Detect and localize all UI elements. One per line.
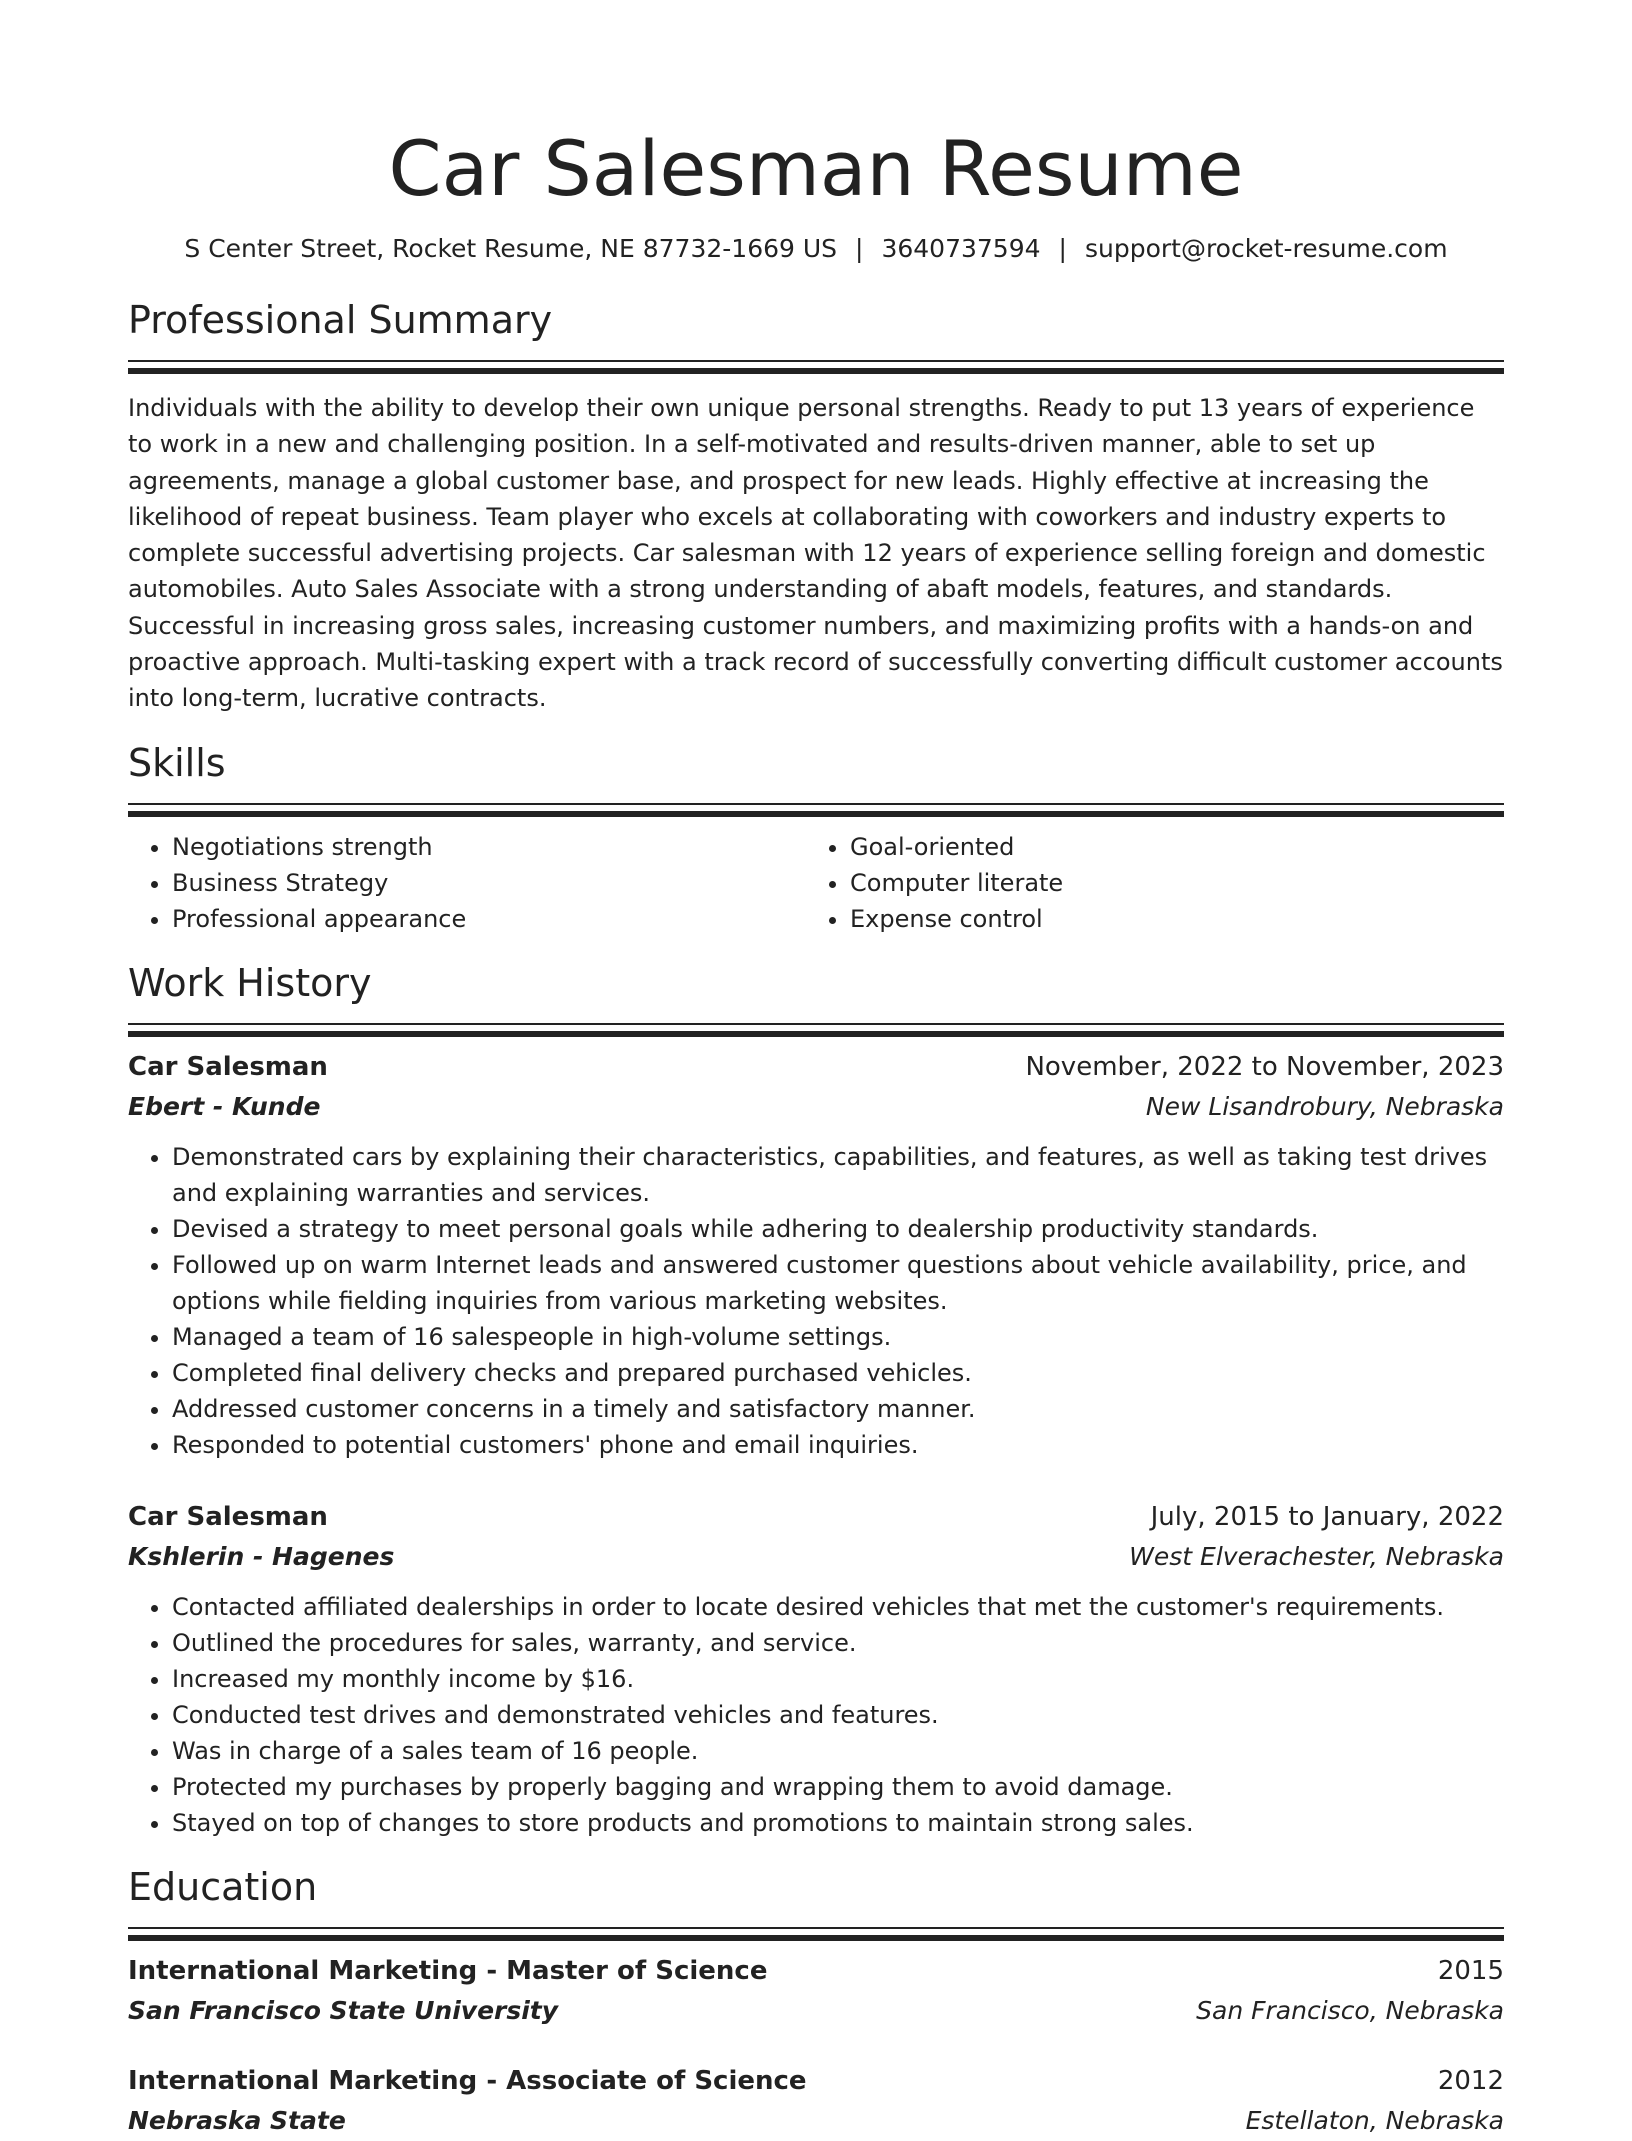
separator: | bbox=[855, 234, 864, 263]
duty-item: • Conducted test drives and demonstrated vehicles and features. bbox=[172, 1697, 1504, 1733]
duty-item: • Completed final delivery checks and prepared purchased vehicles. bbox=[172, 1355, 1504, 1391]
job-title: Car Salesman bbox=[128, 1501, 328, 1532]
duty-item: • Managed a team of 16 salespeople in high-volume settings. bbox=[172, 1319, 1504, 1355]
section-divider bbox=[128, 1023, 1504, 1035]
address-text: S Center Street, Rocket Resume, NE 87732-1669 US bbox=[184, 234, 838, 263]
duty-item: • Stayed on top of changes to store products and promotions to maintain strong sales. bbox=[172, 1805, 1504, 1841]
section-divider bbox=[128, 803, 1504, 815]
school-name: Nebraska State bbox=[128, 2105, 346, 2135]
summary-section bbox=[128, 296, 1504, 717]
summary-heading: Professional Summary bbox=[128, 298, 553, 342]
duty-item: • Increased my monthly income by $16. bbox=[172, 1661, 1504, 1697]
graduation-year: 2012 bbox=[1437, 2065, 1504, 2096]
job-location: West Elverachester, Nebraska bbox=[1129, 1541, 1504, 1571]
skill-item: • Computer literate bbox=[850, 865, 1504, 901]
work-section bbox=[128, 959, 1504, 1841]
email-text: support@rocket-resume.com bbox=[1084, 234, 1448, 263]
job-title: Car Salesman bbox=[128, 1051, 328, 1082]
duty-item: • Protected my purchases by properly bagging and wrapping them to avoid damage. bbox=[172, 1769, 1504, 1805]
section-divider bbox=[128, 360, 1504, 372]
skill-item: • Goal-oriented bbox=[850, 829, 1504, 865]
summary-text: Individuals with the ability to develop their own unique personal strengths. Ready to put 13 years of experience to work in a new and challenging position. In a self-motivated and results-driven manner, able to set up agreements, manage a global customer base, and prospect for new leads. Highly effective at increasing the likelihood of repeat business. Team player who excels at collaborating with coworkers and industry experts to complete successful advertising projects. Car salesman with 12 years of experience selling foreign and domestic automobiles. Auto Sales Associate with a strong understanding of abaft models, features, and standards. Successful in increasing gross sales, increasing customer numbers, and maximizing profits with a hands-on and proactive approach. Multi-tasking expert with a track record of successfully converting difficult customer accounts into long-term, lucrative contracts. bbox=[128, 394, 1503, 713]
contact-line bbox=[128, 232, 1504, 266]
skills-list-right bbox=[806, 829, 1504, 937]
separator: | bbox=[1058, 234, 1067, 263]
degree-title: International Marketing - Master of Science bbox=[128, 1955, 768, 1986]
education-section bbox=[128, 1863, 1504, 2141]
skills-heading: Skills bbox=[128, 740, 226, 785]
duty-item: • Was in charge of a sales team of 16 people. bbox=[172, 1733, 1504, 1769]
duty-item: • Followed up on warm Internet leads and answered customer questions about vehicle availability, price, and options while fielding inquiries from various marketing websites. bbox=[172, 1247, 1504, 1319]
job-location: New Lisandrobury, Nebraska bbox=[1145, 1091, 1504, 1121]
job-duties bbox=[128, 1589, 1504, 1841]
skill-item: • Expense control bbox=[850, 901, 1504, 937]
duty-item: • Contacted affiliated dealerships in order to locate desired vehicles that met the customer's requirements. bbox=[172, 1589, 1504, 1625]
job-entry bbox=[128, 1047, 1504, 1463]
job-dates: November, 2022 to November, 2023 bbox=[1025, 1051, 1504, 1082]
skills-section bbox=[128, 739, 1504, 937]
education-entry bbox=[128, 2061, 1504, 2141]
duty-item: • Addressed customer concerns in a timely and satisfactory manner. bbox=[172, 1391, 1504, 1427]
skills-grid bbox=[128, 829, 1504, 937]
job-company: Ebert - Kunde bbox=[128, 1091, 321, 1121]
work-heading: Work History bbox=[128, 960, 372, 1005]
school-location: San Francisco, Nebraska bbox=[1196, 1995, 1504, 2025]
skill-item: • Professional appearance bbox=[172, 901, 806, 937]
section-divider bbox=[128, 1927, 1504, 1939]
school-name: San Francisco State University bbox=[128, 1995, 559, 2025]
skills-list-left bbox=[128, 829, 806, 937]
page-title: Car Salesman Resume bbox=[388, 124, 1244, 213]
skill-item: • Business Strategy bbox=[172, 865, 806, 901]
education-heading: Education bbox=[128, 1864, 318, 1909]
duty-item: • Responded to potential customers' phone and email inquiries. bbox=[172, 1427, 1504, 1463]
job-dates: July, 2015 to January, 2022 bbox=[1150, 1501, 1504, 1532]
resume-page bbox=[128, 0, 1504, 2141]
degree-title: International Marketing - Associate of Science bbox=[128, 2065, 807, 2096]
job-company: Kshlerin - Hagenes bbox=[128, 1541, 395, 1571]
skill-item: • Negotiations strength bbox=[172, 829, 806, 865]
graduation-year: 2015 bbox=[1437, 1955, 1504, 1986]
duty-item: • Devised a strategy to meet personal goals while adhering to dealership productivity standards. bbox=[172, 1211, 1504, 1247]
school-location: Estellaton, Nebraska bbox=[1245, 2105, 1504, 2135]
duty-item: • Demonstrated cars by explaining their characteristics, capabilities, and features, as well as taking test drives and explaining warranties and services. bbox=[172, 1139, 1504, 1211]
job-duties bbox=[128, 1139, 1504, 1463]
duty-item: • Outlined the procedures for sales, warranty, and service. bbox=[172, 1625, 1504, 1661]
education-entry bbox=[128, 1951, 1504, 2031]
phone-text: 3640737594 bbox=[881, 234, 1041, 263]
job-entry bbox=[128, 1497, 1504, 1841]
